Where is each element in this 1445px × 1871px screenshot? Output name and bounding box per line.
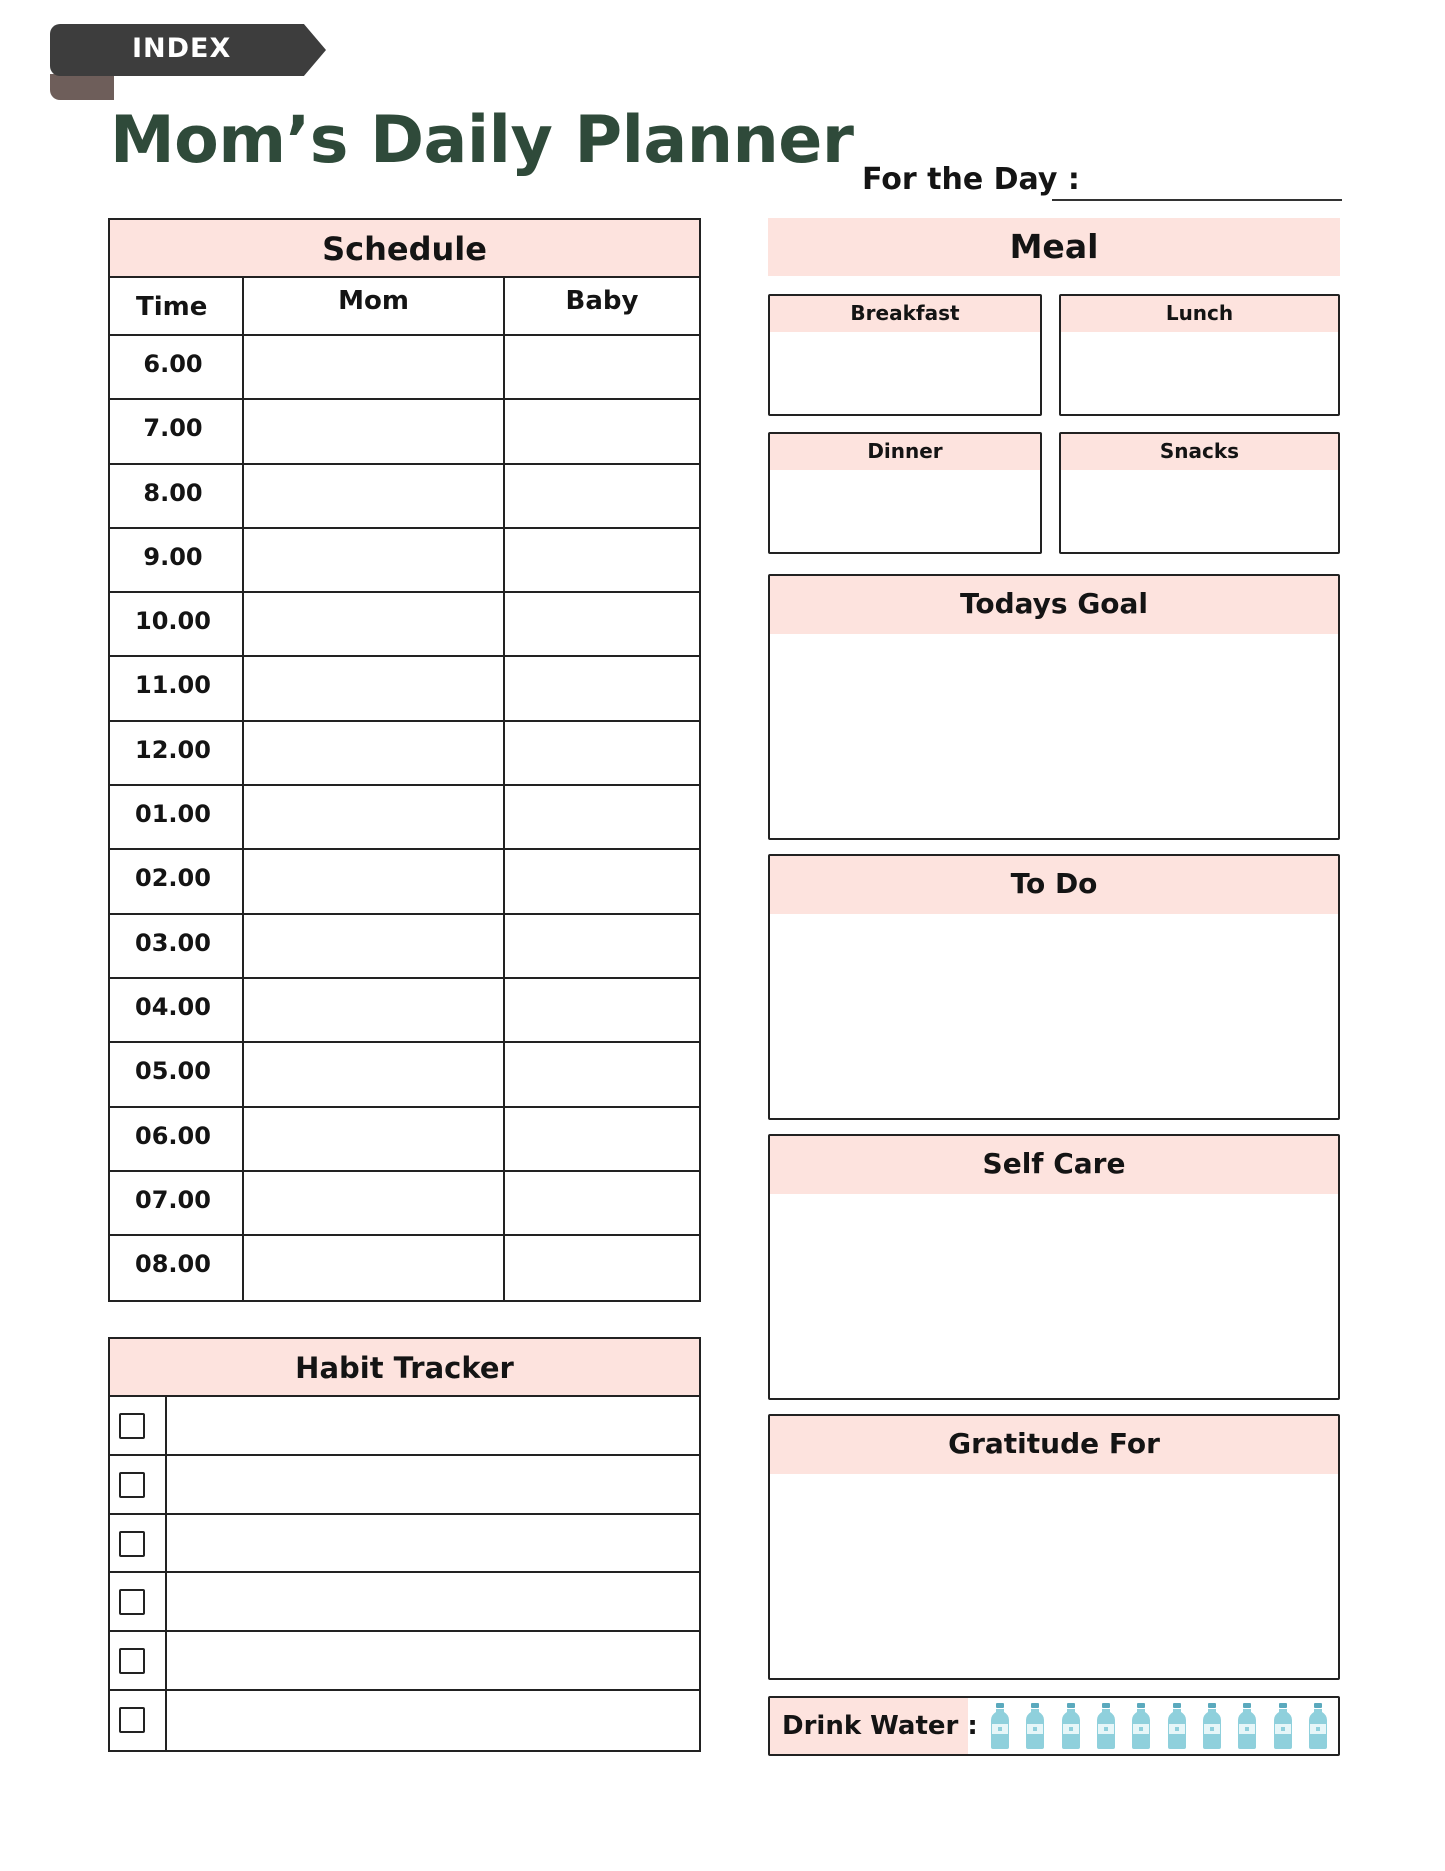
schedule-row bbox=[110, 336, 699, 400]
column-baby: Baby bbox=[565, 286, 639, 316]
schedule-rows bbox=[110, 336, 699, 1300]
self-care-heading: Self Care bbox=[770, 1136, 1338, 1194]
habit-row bbox=[110, 1515, 699, 1574]
water-bottle-icon[interactable] bbox=[1096, 1702, 1116, 1750]
schedule-time: 10.00 bbox=[110, 593, 244, 655]
for-the-day-label: For the Day : bbox=[862, 162, 1080, 197]
schedule-row bbox=[110, 465, 699, 529]
todays-goal-box[interactable] bbox=[768, 574, 1340, 840]
habit-checkbox-cell bbox=[110, 1397, 167, 1454]
habit-checkbox-cell bbox=[110, 1456, 167, 1513]
habit-checkbox[interactable] bbox=[119, 1589, 145, 1615]
to-do-heading: To Do bbox=[770, 856, 1338, 914]
meal-heading: Meal bbox=[768, 218, 1340, 276]
water-bottle-icon[interactable] bbox=[1131, 1702, 1151, 1750]
schedule-row bbox=[110, 979, 699, 1043]
schedule-time: 07.00 bbox=[110, 1172, 244, 1234]
schedule-mom-cell[interactable] bbox=[244, 1236, 505, 1300]
index-tab-label: INDEX bbox=[132, 33, 232, 64]
schedule-baby-cell[interactable] bbox=[505, 979, 699, 1041]
schedule-time: 9.00 bbox=[110, 529, 244, 591]
index-tab[interactable] bbox=[50, 24, 326, 76]
schedule-row bbox=[110, 850, 699, 914]
water-bottle-icon[interactable] bbox=[1237, 1702, 1257, 1750]
schedule-mom-cell[interactable] bbox=[244, 915, 505, 977]
habit-row bbox=[110, 1397, 699, 1456]
schedule-baby-cell[interactable] bbox=[505, 1172, 699, 1234]
schedule-baby-cell[interactable] bbox=[505, 529, 699, 591]
schedule-time: 12.00 bbox=[110, 722, 244, 784]
schedule-time: 8.00 bbox=[110, 465, 244, 527]
schedule-mom-cell[interactable] bbox=[244, 657, 505, 719]
schedule-time: 01.00 bbox=[110, 786, 244, 848]
gratitude-box[interactable] bbox=[768, 1414, 1340, 1680]
schedule-time: 05.00 bbox=[110, 1043, 244, 1105]
schedule-baby-cell[interactable] bbox=[505, 1108, 699, 1170]
habit-row bbox=[110, 1456, 699, 1515]
habit-entry[interactable] bbox=[167, 1573, 699, 1630]
schedule-time: 02.00 bbox=[110, 850, 244, 912]
habit-entry[interactable] bbox=[167, 1456, 699, 1513]
habit-entry[interactable] bbox=[167, 1397, 699, 1454]
self-care-box[interactable] bbox=[768, 1134, 1340, 1400]
habit-row bbox=[110, 1632, 699, 1691]
habit-tracker-heading: Habit Tracker bbox=[110, 1339, 699, 1397]
schedule-mom-cell[interactable] bbox=[244, 1172, 505, 1234]
meal-dinner-box[interactable] bbox=[768, 432, 1042, 554]
schedule-table bbox=[108, 218, 701, 1302]
schedule-heading: Schedule bbox=[110, 220, 699, 278]
water-bottle-icon[interactable] bbox=[990, 1702, 1010, 1750]
schedule-row bbox=[110, 1236, 699, 1300]
meal-lunch-label: Lunch bbox=[1061, 296, 1338, 332]
column-mom: Mom bbox=[244, 278, 505, 334]
habit-checkbox[interactable] bbox=[119, 1531, 145, 1557]
schedule-baby-cell[interactable] bbox=[505, 1043, 699, 1105]
schedule-mom-cell[interactable] bbox=[244, 400, 505, 462]
for-the-day-field[interactable] bbox=[1052, 199, 1342, 201]
schedule-time: 03.00 bbox=[110, 915, 244, 977]
schedule-mom-cell[interactable] bbox=[244, 465, 505, 527]
column-time: Time bbox=[110, 278, 244, 334]
habit-row bbox=[110, 1573, 699, 1632]
habit-checkbox[interactable] bbox=[119, 1648, 145, 1674]
to-do-box[interactable] bbox=[768, 854, 1340, 1120]
schedule-time: 06.00 bbox=[110, 1108, 244, 1170]
schedule-mom-cell[interactable] bbox=[244, 979, 505, 1041]
schedule-baby-cell[interactable] bbox=[505, 593, 699, 655]
schedule-row bbox=[110, 722, 699, 786]
water-bottle-icon[interactable] bbox=[1061, 1702, 1081, 1750]
schedule-baby-cell[interactable] bbox=[505, 336, 699, 398]
meal-dinner-label: Dinner bbox=[770, 434, 1040, 470]
habit-checkbox-cell bbox=[110, 1515, 167, 1572]
water-bottle-icon[interactable] bbox=[1167, 1702, 1187, 1750]
water-bottle-icon[interactable] bbox=[1025, 1702, 1045, 1750]
schedule-row bbox=[110, 1108, 699, 1172]
water-bottle-icon[interactable] bbox=[1308, 1702, 1328, 1750]
schedule-mom-cell[interactable] bbox=[244, 529, 505, 591]
schedule-baby-cell[interactable] bbox=[505, 465, 699, 527]
schedule-row bbox=[110, 915, 699, 979]
schedule-mom-cell[interactable] bbox=[244, 336, 505, 398]
todays-goal-heading: Todays Goal bbox=[770, 576, 1338, 634]
schedule-baby-cell[interactable] bbox=[505, 1236, 699, 1300]
water-bottle-icon[interactable] bbox=[1273, 1702, 1293, 1750]
page-title: Mom’s Daily Planner bbox=[110, 103, 854, 178]
schedule-row bbox=[110, 786, 699, 850]
schedule-row bbox=[110, 400, 699, 464]
habit-checkbox[interactable] bbox=[119, 1413, 145, 1439]
schedule-time: 11.00 bbox=[110, 657, 244, 719]
habit-checkbox[interactable] bbox=[119, 1707, 145, 1733]
schedule-mom-cell[interactable] bbox=[244, 1043, 505, 1105]
gratitude-heading: Gratitude For bbox=[770, 1416, 1338, 1474]
schedule-mom-cell[interactable] bbox=[244, 786, 505, 848]
habit-tracker bbox=[108, 1337, 701, 1752]
meal-snacks-label: Snacks bbox=[1061, 434, 1338, 470]
schedule-baby-cell[interactable] bbox=[505, 657, 699, 719]
schedule-baby-cell[interactable] bbox=[505, 850, 699, 912]
schedule-baby-cell[interactable] bbox=[505, 786, 699, 848]
index-tab-shadow bbox=[50, 74, 114, 100]
habit-checkbox-cell bbox=[110, 1632, 167, 1689]
schedule-time: 04.00 bbox=[110, 979, 244, 1041]
drink-water-label: Drink Water : bbox=[770, 1698, 968, 1754]
schedule-mom-cell[interactable] bbox=[244, 593, 505, 655]
schedule-baby-cell[interactable] bbox=[505, 915, 699, 977]
habit-checkbox-cell bbox=[110, 1573, 167, 1630]
schedule-row bbox=[110, 1043, 699, 1107]
habit-row bbox=[110, 1691, 699, 1750]
schedule-mom-cell[interactable] bbox=[244, 722, 505, 784]
habit-checkbox-cell bbox=[110, 1691, 167, 1750]
habit-entry[interactable] bbox=[167, 1691, 699, 1750]
meal-snacks-box[interactable] bbox=[1059, 432, 1340, 554]
schedule-mom-cell[interactable] bbox=[244, 850, 505, 912]
habit-entry[interactable] bbox=[167, 1515, 699, 1572]
drink-water-tracker bbox=[768, 1696, 1340, 1756]
schedule-row bbox=[110, 1172, 699, 1236]
schedule-row bbox=[110, 529, 699, 593]
meal-breakfast-box[interactable] bbox=[768, 294, 1042, 416]
schedule-mom-cell[interactable] bbox=[244, 1108, 505, 1170]
habit-entry[interactable] bbox=[167, 1632, 699, 1689]
schedule-row bbox=[110, 593, 699, 657]
schedule-column-headers bbox=[110, 278, 699, 336]
meal-breakfast-label: Breakfast bbox=[770, 296, 1040, 332]
schedule-time: 7.00 bbox=[110, 400, 244, 462]
meal-lunch-box[interactable] bbox=[1059, 294, 1340, 416]
habit-checkbox[interactable] bbox=[119, 1472, 145, 1498]
water-bottles bbox=[968, 1698, 1338, 1754]
schedule-time: 6.00 bbox=[110, 336, 244, 398]
habit-rows bbox=[110, 1397, 699, 1750]
schedule-row bbox=[110, 657, 699, 721]
water-bottle-icon[interactable] bbox=[1202, 1702, 1222, 1750]
schedule-time: 08.00 bbox=[110, 1236, 244, 1300]
schedule-baby-cell[interactable] bbox=[505, 400, 699, 462]
schedule-baby-cell[interactable] bbox=[505, 722, 699, 784]
